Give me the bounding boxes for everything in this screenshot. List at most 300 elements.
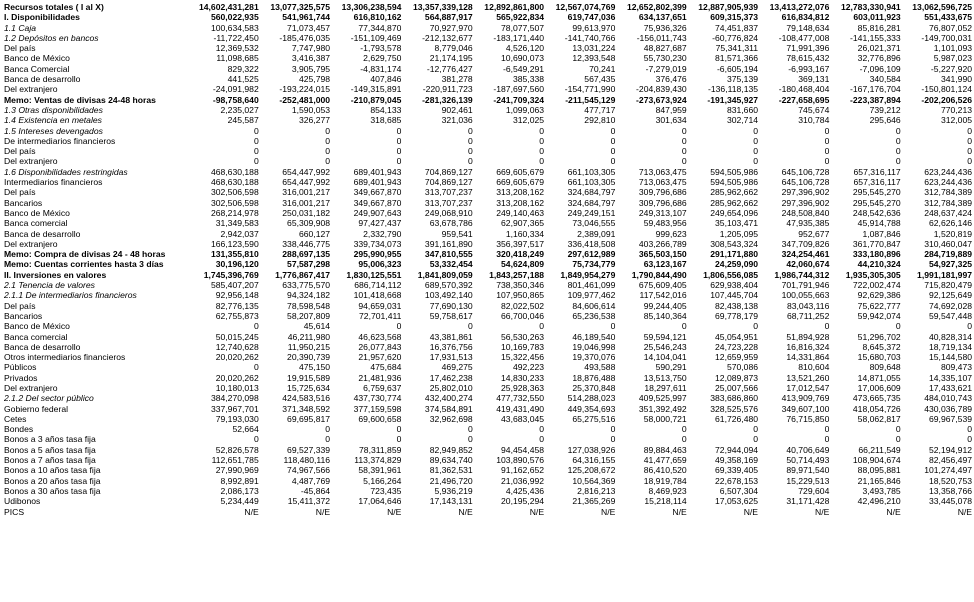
value-cell: 0 bbox=[753, 146, 759, 157]
value-cell: 0 bbox=[610, 125, 616, 136]
value-cell: -210,879,045 bbox=[350, 94, 402, 105]
value-cell: 704,869,127 bbox=[424, 166, 473, 177]
value-cell: 77,690,130 bbox=[429, 300, 473, 311]
value-cell: 31,349,583 bbox=[215, 218, 259, 229]
value-cell: 2,389,091 bbox=[577, 228, 616, 239]
value-cell: 8,779,046 bbox=[434, 43, 473, 54]
value-cell: -98,758,640 bbox=[212, 94, 259, 105]
value-cell: -141,155,333 bbox=[850, 32, 901, 43]
value-cell: 0 bbox=[325, 156, 331, 167]
value-cell: 59,483,956 bbox=[643, 218, 687, 229]
value-cell: 316,001,217 bbox=[282, 187, 331, 198]
row-label: Banco de México bbox=[4, 53, 70, 64]
value-cell: 17,143,131 bbox=[429, 496, 473, 507]
value-cell: 0 bbox=[539, 156, 545, 167]
row-label: Bonos a 7 años tasa fija bbox=[4, 455, 96, 466]
value-cell: 61,726,480 bbox=[715, 413, 759, 424]
value-cell: 5,936,219 bbox=[434, 485, 473, 496]
row-label: Del extranjero bbox=[4, 382, 58, 393]
value-cell: 41,477,659 bbox=[643, 455, 687, 466]
value-cell: 33,445,078 bbox=[929, 496, 973, 507]
value-cell: 89,971,540 bbox=[786, 465, 830, 476]
value-cell: 809,648 bbox=[869, 362, 901, 373]
value-cell: 623,244,436 bbox=[924, 166, 973, 177]
value-cell: 12,887,905,939 bbox=[698, 2, 759, 12]
value-cell: 56,530,263 bbox=[501, 331, 545, 342]
value-cell: 449,354,693 bbox=[567, 403, 616, 414]
value-cell: 0 bbox=[610, 135, 616, 146]
value-cell: 13,413,272,076 bbox=[769, 2, 830, 12]
value-cell: 107,445,704 bbox=[710, 290, 759, 301]
value-cell: 654,447,992 bbox=[282, 177, 331, 188]
value-cell: 403,266,789 bbox=[638, 238, 687, 249]
value-cell: 20,020,262 bbox=[215, 352, 259, 363]
value-cell: 0 bbox=[895, 146, 901, 157]
value-cell: 567,435 bbox=[584, 74, 616, 85]
value-cell: 0 bbox=[253, 362, 259, 373]
value-cell: 739,212 bbox=[869, 104, 901, 115]
value-cell: 1,841,809,059 bbox=[417, 269, 473, 280]
value-cell: 514,288,023 bbox=[567, 393, 616, 404]
table-row bbox=[4, 218, 972, 228]
value-cell: 32,776,896 bbox=[857, 53, 901, 64]
value-cell: 0 bbox=[396, 135, 402, 146]
value-cell: 65,236,538 bbox=[572, 310, 616, 321]
value-cell: 10,180,013 bbox=[215, 382, 259, 393]
value-cell: 45,614 bbox=[303, 321, 331, 332]
value-cell: 25,802,010 bbox=[429, 382, 473, 393]
value-cell: 297,396,902 bbox=[781, 187, 830, 198]
value-cell: 0 bbox=[895, 321, 901, 332]
value-cell: 249,313,107 bbox=[638, 207, 687, 218]
value-cell: 112,651,785 bbox=[211, 455, 259, 466]
row-label: Del extranjero bbox=[4, 156, 58, 167]
value-cell: 385,338 bbox=[512, 74, 545, 85]
value-cell: 326,277 bbox=[298, 115, 331, 126]
value-cell: 21,365,269 bbox=[572, 496, 616, 507]
value-cell: 297,396,902 bbox=[781, 197, 830, 208]
value-cell: 107,950,865 bbox=[496, 290, 545, 301]
value-cell: N/E bbox=[458, 506, 473, 517]
value-cell: 21,165,846 bbox=[857, 475, 901, 486]
value-cell: 565,922,834 bbox=[496, 12, 545, 23]
value-cell: 701,791,946 bbox=[781, 280, 830, 291]
row-label: 2.1 Tenencia de valores bbox=[4, 280, 95, 291]
value-cell: -204,839,430 bbox=[636, 84, 687, 95]
value-cell: 1,520,819 bbox=[933, 228, 973, 239]
value-cell: 65,275,516 bbox=[572, 413, 616, 424]
row-label: Banca de desarrollo bbox=[4, 74, 81, 85]
value-cell: 92,629,386 bbox=[857, 290, 901, 301]
row-label: Otros intermediarios financieros bbox=[4, 352, 126, 363]
row-label: PICS bbox=[4, 506, 25, 517]
row-label: Banca comercial bbox=[4, 218, 68, 229]
value-cell: 0 bbox=[824, 424, 830, 435]
value-cell: 1,806,556,085 bbox=[703, 269, 759, 280]
value-cell: 361,770,847 bbox=[852, 238, 901, 249]
value-cell: -227,658,695 bbox=[778, 94, 830, 105]
value-cell: 5,234,449 bbox=[220, 496, 259, 507]
value-cell: 2,086,173 bbox=[220, 485, 259, 496]
value-cell: 616,810,162 bbox=[353, 12, 402, 23]
table-row bbox=[4, 146, 972, 156]
table-row bbox=[4, 105, 972, 115]
row-label: Gobierno federal bbox=[4, 403, 69, 414]
value-cell: 541,961,744 bbox=[282, 12, 331, 23]
value-cell: 13,062,596,725 bbox=[912, 2, 973, 12]
row-label: 1.4 Existencia en metales bbox=[4, 115, 102, 126]
value-cell: 45,054,951 bbox=[715, 331, 759, 342]
row-label: De intermediarios financieros bbox=[4, 135, 116, 146]
table-row bbox=[4, 43, 972, 53]
value-cell: 0 bbox=[967, 424, 973, 435]
value-cell: -60,776,824 bbox=[712, 32, 759, 43]
value-cell: 15,322,456 bbox=[501, 352, 545, 363]
value-cell: 83,043,116 bbox=[786, 300, 830, 311]
value-cell: -187,697,560 bbox=[493, 84, 545, 95]
value-cell: 0 bbox=[396, 434, 402, 445]
value-cell: 8,469,923 bbox=[648, 485, 687, 496]
value-cell: 12,892,861,800 bbox=[484, 2, 545, 12]
value-cell: 45,914,788 bbox=[857, 218, 901, 229]
value-cell: 295,646 bbox=[869, 115, 901, 126]
value-cell: 409,525,997 bbox=[638, 393, 687, 404]
value-cell: 21,174,195 bbox=[429, 53, 473, 64]
value-cell: 31,171,428 bbox=[786, 496, 830, 507]
value-cell: 13,357,339,128 bbox=[412, 2, 473, 12]
value-cell: 0 bbox=[824, 146, 830, 157]
value-cell: 959,541 bbox=[441, 228, 473, 239]
table-row bbox=[4, 259, 972, 269]
value-cell: -241,709,324 bbox=[493, 94, 545, 105]
row-label: Banca de desarrollo bbox=[4, 228, 81, 239]
value-cell: 0 bbox=[895, 434, 901, 445]
value-cell: 295,545,270 bbox=[852, 187, 901, 198]
value-cell: 78,615,432 bbox=[786, 53, 830, 64]
value-cell: 3,416,387 bbox=[291, 53, 331, 64]
value-cell: 0 bbox=[753, 135, 759, 146]
value-cell: 131,355,810 bbox=[210, 249, 259, 260]
value-cell: 17,064,646 bbox=[358, 496, 402, 507]
value-cell: 63,123,167 bbox=[643, 259, 687, 270]
value-cell: 46,189,540 bbox=[572, 331, 616, 342]
value-cell: -141,740,766 bbox=[564, 32, 616, 43]
value-cell: 310,460,047 bbox=[924, 238, 973, 249]
value-cell: 249,907,643 bbox=[353, 207, 402, 218]
value-cell: 349,667,870 bbox=[353, 187, 402, 198]
value-cell: 689,401,943 bbox=[353, 166, 402, 177]
value-cell: 49,358,169 bbox=[715, 455, 759, 466]
table-row bbox=[4, 455, 972, 465]
value-cell: 424,583,516 bbox=[282, 393, 331, 404]
value-cell: 321,036 bbox=[441, 115, 473, 126]
table-row bbox=[4, 270, 972, 280]
value-cell: 493,588 bbox=[584, 362, 616, 373]
value-cell: 0 bbox=[610, 434, 616, 445]
value-cell: 0 bbox=[610, 424, 616, 435]
value-cell: 340,584 bbox=[869, 74, 901, 85]
value-cell: 441,525 bbox=[227, 74, 259, 85]
table-row bbox=[4, 486, 972, 496]
value-cell: 375,139 bbox=[726, 74, 759, 85]
value-cell: 0 bbox=[681, 156, 687, 167]
value-cell: 0 bbox=[967, 156, 973, 167]
table-row bbox=[4, 74, 972, 84]
table-row bbox=[4, 362, 972, 372]
table-row bbox=[4, 290, 972, 300]
value-cell: 560,022,935 bbox=[210, 12, 259, 23]
value-cell: 704,869,127 bbox=[424, 177, 473, 188]
value-cell: 347,709,826 bbox=[781, 238, 830, 249]
value-cell: 42,060,674 bbox=[786, 259, 830, 270]
value-cell: -193,224,015 bbox=[279, 84, 331, 95]
value-cell: -211,545,129 bbox=[565, 94, 616, 105]
value-cell: -6,993,167 bbox=[788, 63, 830, 74]
value-cell: 10,564,369 bbox=[572, 475, 616, 486]
value-cell: 69,527,339 bbox=[287, 444, 331, 455]
table-row bbox=[4, 84, 972, 94]
table-row bbox=[4, 507, 972, 517]
value-cell: N/E bbox=[743, 506, 759, 517]
value-cell: 0 bbox=[753, 156, 759, 167]
value-cell: 432,400,274 bbox=[424, 393, 473, 404]
value-cell: 308,543,324 bbox=[710, 238, 759, 249]
value-cell: 376,476 bbox=[655, 74, 687, 85]
value-cell: -12,776,427 bbox=[426, 63, 473, 74]
value-cell: 94,659,031 bbox=[358, 300, 402, 311]
value-cell: 0 bbox=[681, 146, 687, 157]
value-cell: 328,525,576 bbox=[710, 403, 759, 414]
value-cell: 8,645,372 bbox=[862, 341, 901, 352]
value-cell: 313,208,162 bbox=[496, 197, 545, 208]
value-cell: N/E bbox=[244, 506, 259, 517]
table-row bbox=[4, 115, 972, 125]
value-cell: 54,927,325 bbox=[929, 259, 973, 270]
value-cell: 295,545,270 bbox=[852, 197, 901, 208]
row-label: Banco de México bbox=[4, 207, 70, 218]
value-cell: 26,021,371 bbox=[857, 43, 901, 54]
value-cell: 27,990,969 bbox=[215, 465, 259, 476]
value-cell: 689,570,392 bbox=[424, 280, 473, 291]
value-cell: 86,410,520 bbox=[643, 465, 687, 476]
value-cell: 310,784 bbox=[798, 115, 830, 126]
value-cell: 590,291 bbox=[655, 362, 687, 373]
value-cell: 419,431,490 bbox=[496, 403, 545, 414]
value-cell: 551,433,675 bbox=[924, 12, 973, 23]
value-cell: 70,927,970 bbox=[429, 22, 473, 33]
value-cell: 92,125,649 bbox=[929, 290, 973, 301]
row-label: Del país bbox=[4, 43, 36, 54]
value-cell: 50,714,493 bbox=[786, 455, 830, 466]
value-cell: 723,435 bbox=[370, 485, 402, 496]
value-cell: 14,830,233 bbox=[501, 372, 545, 383]
value-cell: -11,722,450 bbox=[213, 32, 259, 43]
value-cell: 6,507,304 bbox=[719, 485, 759, 496]
value-cell: 15,680,703 bbox=[857, 352, 901, 363]
value-cell: 59,594,121 bbox=[643, 331, 687, 342]
value-cell: 85,816,281 bbox=[857, 22, 901, 33]
value-cell: 97,427,437 bbox=[358, 218, 402, 229]
value-cell: 0 bbox=[253, 146, 259, 157]
value-cell: 0 bbox=[967, 321, 973, 332]
value-cell: 24,259,090 bbox=[715, 259, 759, 270]
value-cell: 1,745,396,769 bbox=[203, 269, 259, 280]
value-cell: 381,278 bbox=[441, 74, 473, 85]
value-cell: -191,345,927 bbox=[707, 94, 759, 105]
value-cell: 78,598,548 bbox=[287, 300, 331, 311]
row-label: 1.3 Otras disponibilidades bbox=[4, 104, 103, 115]
value-cell: 40,706,649 bbox=[786, 444, 830, 455]
value-cell: 65,309,908 bbox=[287, 218, 331, 229]
value-cell: -223,387,894 bbox=[850, 94, 901, 105]
value-cell: -45,864 bbox=[300, 485, 331, 496]
value-cell: 585,407,207 bbox=[210, 280, 259, 291]
value-cell: 0 bbox=[895, 125, 901, 136]
value-cell: 338,446,775 bbox=[282, 238, 331, 249]
value-cell: 43,381,861 bbox=[429, 331, 473, 342]
value-cell: 17,012,547 bbox=[786, 382, 830, 393]
table-row bbox=[4, 239, 972, 249]
value-cell: -220,911,723 bbox=[422, 84, 473, 95]
value-cell: 285,962,662 bbox=[710, 187, 759, 198]
value-cell: 82,949,852 bbox=[429, 444, 473, 455]
value-cell: 0 bbox=[467, 434, 473, 445]
value-cell: 2,332,790 bbox=[363, 228, 402, 239]
value-cell: 11,098,685 bbox=[216, 53, 259, 64]
value-cell: 18,919,784 bbox=[643, 475, 687, 486]
value-cell: 59,942,074 bbox=[857, 310, 901, 321]
value-cell: 0 bbox=[539, 125, 545, 136]
value-cell: 12,652,802,399 bbox=[626, 2, 687, 12]
value-cell: 66,211,549 bbox=[858, 444, 901, 455]
value-cell: -212,132,677 bbox=[422, 32, 473, 43]
value-cell: 407,846 bbox=[370, 74, 402, 85]
value-cell: 50,015,245 bbox=[215, 331, 259, 342]
table-row bbox=[4, 280, 972, 290]
value-cell: 7,747,980 bbox=[291, 43, 331, 54]
table-row bbox=[4, 383, 972, 393]
value-cell: 854,133 bbox=[370, 104, 402, 115]
value-cell: 619,747,036 bbox=[567, 12, 616, 23]
value-cell: 75,341,311 bbox=[715, 43, 759, 54]
value-cell: 847,959 bbox=[655, 104, 687, 115]
value-cell: 0 bbox=[681, 321, 687, 332]
value-cell: 72,944,094 bbox=[715, 444, 759, 455]
value-cell: 669,605,679 bbox=[496, 166, 545, 177]
value-cell: 125,208,672 bbox=[567, 465, 616, 476]
value-cell: 72,701,411 bbox=[359, 310, 402, 321]
value-cell: 51,894,928 bbox=[786, 331, 830, 342]
table-row bbox=[4, 167, 972, 177]
value-cell: 384,270,098 bbox=[210, 393, 259, 404]
value-cell: 26,077,843 bbox=[358, 341, 402, 352]
value-cell: 616,834,812 bbox=[781, 12, 830, 23]
value-cell: 0 bbox=[467, 156, 473, 167]
value-cell: 101,274,497 bbox=[924, 465, 973, 476]
value-cell: 0 bbox=[967, 146, 973, 157]
value-cell: 468,630,188 bbox=[210, 177, 259, 188]
row-label: 1.6 Disponibilidades restringidas bbox=[4, 166, 128, 177]
value-cell: 53,332,454 bbox=[429, 259, 473, 270]
row-label: I. Disponibilidades bbox=[4, 12, 80, 23]
value-cell: 62,626,146 bbox=[929, 218, 973, 229]
value-cell: 15,725,634 bbox=[287, 382, 331, 393]
value-cell: 0 bbox=[610, 156, 616, 167]
value-cell: 0 bbox=[539, 434, 545, 445]
table-row bbox=[4, 342, 972, 352]
value-cell: 13,031,224 bbox=[572, 43, 616, 54]
value-cell: 54,624,809 bbox=[501, 259, 545, 270]
value-cell: 81,362,531 bbox=[429, 465, 473, 476]
value-cell: 347,810,555 bbox=[424, 249, 473, 260]
table-row bbox=[4, 64, 972, 74]
value-cell: 62,907,365 bbox=[501, 218, 545, 229]
value-cell: 312,784,389 bbox=[924, 187, 973, 198]
value-cell: 0 bbox=[967, 135, 973, 146]
value-cell: 623,244,436 bbox=[924, 177, 973, 188]
value-cell: 100,634,583 bbox=[210, 22, 259, 33]
value-cell: 21,496,720 bbox=[429, 475, 473, 486]
value-cell: 0 bbox=[467, 146, 473, 157]
table-row bbox=[4, 23, 972, 33]
value-cell: 74,692,028 bbox=[929, 300, 973, 311]
value-cell: 1,986,744,312 bbox=[774, 269, 830, 280]
value-cell: -167,176,704 bbox=[850, 84, 901, 95]
value-cell: 469,275 bbox=[441, 362, 473, 373]
value-cell: 477,732,550 bbox=[496, 393, 545, 404]
value-cell: 0 bbox=[467, 321, 473, 332]
value-cell: 16,376,756 bbox=[429, 341, 473, 352]
row-label: Memo: Cuentas corrientes hasta 3 días bbox=[4, 259, 164, 270]
value-cell: 425,798 bbox=[298, 74, 331, 85]
value-cell: -273,673,924 bbox=[636, 94, 687, 105]
row-label: Memo: Compra de divisas 24 - 48 horas bbox=[4, 249, 166, 260]
value-cell: 11,950,215 bbox=[287, 341, 331, 352]
value-cell: 245,587 bbox=[227, 115, 259, 126]
row-label: Recursos totales ( I al X) bbox=[4, 2, 104, 12]
value-cell: N/E bbox=[815, 506, 830, 517]
row-label: Públicos bbox=[4, 362, 37, 373]
value-cell: 829,322 bbox=[227, 63, 259, 74]
value-cell: -183,171,440 bbox=[493, 32, 545, 43]
value-cell: -149,700,031 bbox=[921, 32, 973, 43]
value-cell: 95,006,323 bbox=[358, 259, 402, 270]
row-label: 1.5 Intereses devengados bbox=[4, 125, 103, 136]
value-cell: 71,073,457 bbox=[287, 22, 331, 33]
value-cell: 324,684,797 bbox=[567, 197, 616, 208]
row-label: Bonos a 10 años tasa fija bbox=[4, 465, 101, 476]
value-cell: 68,711,252 bbox=[786, 310, 830, 321]
value-cell: 468,630,188 bbox=[210, 166, 259, 177]
value-cell: 0 bbox=[753, 125, 759, 136]
value-cell: 288,697,135 bbox=[282, 249, 331, 260]
value-cell: 15,144,580 bbox=[929, 352, 973, 363]
table-row bbox=[4, 136, 972, 146]
value-cell: 0 bbox=[253, 321, 259, 332]
value-cell: 46,623,568 bbox=[358, 331, 402, 342]
value-cell: 63,678,786 bbox=[429, 218, 473, 229]
value-cell: 250,031,182 bbox=[282, 207, 331, 218]
table-row bbox=[4, 208, 972, 218]
value-cell: 633,775,570 bbox=[282, 280, 331, 291]
table-row bbox=[4, 126, 972, 136]
value-cell: 629,938,404 bbox=[710, 280, 759, 291]
value-cell: 51,296,702 bbox=[857, 331, 901, 342]
value-cell: 74,967,566 bbox=[287, 465, 331, 476]
value-cell: 12,369,532 bbox=[215, 43, 259, 54]
value-cell: 78,077,507 bbox=[501, 22, 545, 33]
value-cell: 103,492,140 bbox=[424, 290, 473, 301]
